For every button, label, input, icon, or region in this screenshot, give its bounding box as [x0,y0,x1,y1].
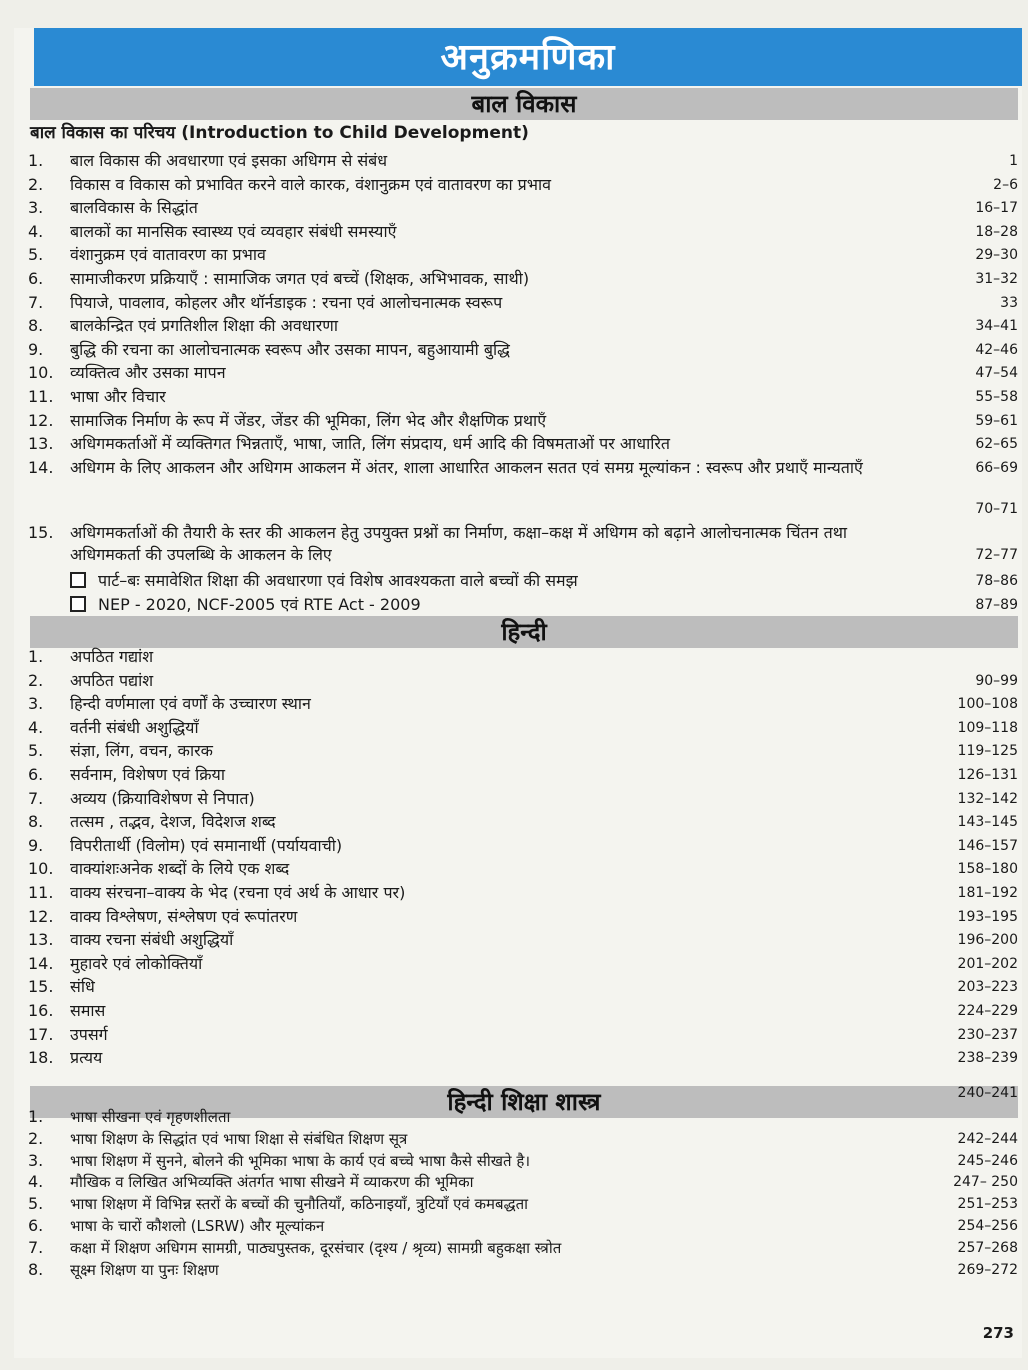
item-number: 12. [28,410,54,430]
page-range: 109–118 [957,719,1018,736]
item-title: भाषा और विचार [70,387,166,406]
list-item [14,1047,1022,1069]
page-range: 18–28 [975,223,1018,240]
item-number: 12. [28,906,54,926]
item-number: 14. [28,953,54,973]
list-item [14,1000,1022,1022]
page-range: 78–86 [975,573,1018,589]
item-number: 1. [28,151,44,170]
item-number: 4. [28,221,44,241]
page-range: 240–241 [957,1085,1018,1101]
item-number: 14. [28,457,54,477]
page-range: 29–30 [975,247,1018,264]
item-number: 15. [28,523,54,542]
page-range: 72–77 [975,547,1018,563]
item-title: प्रत्यय [70,1048,103,1068]
page-range: 201–202 [957,955,1018,972]
item-title: सामाजिक निर्माण के रूप में जेंडर, जेंडर की भूमिका, लिंग भेद और शैक्षणिक प्रथाएँ [70,410,547,430]
list-item [14,457,1022,479]
page-title: अनुक्रमणिका [34,28,1022,86]
page-range: 70–71 [975,501,1018,517]
page-range: 34–41 [975,318,1018,335]
list-item [14,811,1022,833]
item-title-text: पार्ट–बः समावेशित शिक्षा की अवधारणा एवं विशेष आवश्यकता वाले बच्चों की समझ [98,571,578,590]
item-title: तत्सम , तद्भव, देशज, विदेशज शब्द [70,812,276,832]
list-item [14,1150,1022,1172]
page-range: 224–229 [957,1003,1018,1019]
item-title: वाक्यांशःअनेक शब्दों के लिये एक शब्द [70,859,290,879]
page-range: 47–54 [975,365,1018,382]
item-number: 7. [28,788,44,808]
item-number: 1. [28,1107,44,1126]
item-number: 3. [28,694,44,714]
list-item [14,594,1022,616]
item-title: वाक्य विश्लेषण, संश्लेषण एवं रूपांतरण [70,906,298,926]
page-range: 2–6 [993,176,1018,193]
list-item [14,740,1022,762]
item-title: कक्षा में शिक्षण अधिगम सामग्री, पाठ्यपुस्तक, दूरसंचार (दृश्य / श्रृव्य) सामग्री बहुकक्षा स्त्रोत [70,1238,562,1257]
page-range: 55–58 [975,389,1018,405]
page-range: 238–239 [957,1050,1018,1067]
page-range: 242–244 [957,1130,1018,1147]
list-item [14,882,1022,904]
item-title-text: NEP - 2020, NCF-2005 एवं RTE Act - 2009 [98,595,421,614]
item-title: भाषा शिक्षण के सिद्धांत एवं भाषा शिक्षा से संबंधित शिक्षण सूत्र [70,1129,408,1148]
checkbox-icon [70,596,86,612]
list-item [14,1215,1022,1237]
page-range: 257–268 [957,1239,1018,1256]
item-number: 3. [28,1150,44,1170]
item-number: 7. [28,292,44,312]
list-item [14,1106,1022,1128]
list-item [14,764,1022,786]
item-title: भाषा शिक्षण में सुनने, बोलने की भूमिका भाषा के कार्य एवं बच्चे भाषा कैसे सीखते है। [70,1151,531,1170]
list-item [14,386,1022,408]
item-title: वाक्य संरचना–वाक्य के भेद (रचना एवं अर्थ के आधार पर) [70,883,406,902]
item-number: 5. [28,245,44,265]
page-range: 196–200 [957,932,1018,949]
page-range: 245–246 [957,1152,1018,1169]
item-title: अधिगम के लिए आकलन और अधिगम आकलन में अंतर, शाला आधारित आकलन सतत एवं समग्र मूल्यांकन : स्वरूप और प्रथाएँ मान्यताएँ [70,457,863,477]
list-item [14,268,1022,290]
page-range: 203–223 [957,979,1018,996]
item-number: 7. [28,1237,44,1257]
item-title: विपरीतार्थी (विलोम) एवं समानार्थी (पर्यायवाची) [70,835,343,855]
item-number: 5. [28,1194,44,1214]
list-item [14,544,1022,566]
item-title: हिन्दी वर्णमाला एवं वर्णों के उच्चारण स्थान [70,694,311,714]
page-range: 87–89 [975,597,1018,613]
list-item [14,339,1022,361]
item-title: भाषा शिक्षण में विभिन्न स्तरों के बच्चों की चुनौतियाँ, कठिनाइयाँ, त्रुटियाँ एवं कमबद्धता [70,1195,529,1214]
list-item [14,1193,1022,1215]
item-title: सूक्ष्म शिक्षण या पुनः शिक्षण [70,1260,219,1279]
checkbox-icon [70,572,86,588]
page-range: 132–142 [957,790,1018,807]
list-item [14,221,1022,243]
list-item [14,362,1022,384]
list-item [14,953,1022,975]
item-number: 8. [28,812,44,832]
page-range: 31–32 [975,271,1018,287]
page-range: 16–17 [975,200,1018,217]
page-range: 66–69 [975,459,1018,476]
item-number: 13. [28,930,54,950]
section-subheading: बाल विकास का परिचय (Introduction to Child Development) [30,123,529,143]
item-number: 13. [28,434,54,454]
list-item [14,1082,1022,1104]
item-title: अधिगमकर्ताओं की तैयारी के स्तर की आकलन हेतु उपयुक्त प्रश्नों का निर्माण, कक्षा–कक्ष में अधिगम को बढ़ाने आलोचनात्मक चिंतन तथा [70,523,848,542]
item-number: 11. [28,883,54,902]
page-range: 119–125 [957,743,1018,760]
item-number: 16. [28,1001,54,1020]
item-title [70,570,578,592]
list-item [14,1259,1022,1281]
item-title: अधिगमकर्ता की उपलब्धि के आकलन के लिए [70,545,332,564]
page-range: 42–46 [975,341,1018,358]
list-item [14,244,1022,266]
list-item [14,522,1022,544]
list-item [14,570,1022,592]
contents-page [14,28,1022,1358]
item-number: 6. [28,765,44,784]
list-item [14,693,1022,715]
item-number: 6. [28,269,44,288]
list-item [14,788,1022,810]
page-range: 126–131 [957,767,1018,783]
page-range: 143–145 [957,814,1018,831]
list-item [14,315,1022,337]
page-range: 90–99 [975,672,1018,689]
item-number: 2. [28,1128,44,1148]
item-title: मौखिक व लिखित अभिव्यक्ति अंतर्गत भाषा सीखने में व्याकरण की भूमिका [70,1173,474,1192]
item-title: भाषा के चारों कौशलो (LSRW) और मूल्यांकन [70,1217,325,1235]
item-number: 2. [28,670,44,690]
item-title: समास [70,1001,106,1020]
list-item [14,906,1022,928]
item-title: बालविकास के सिद्धांत [70,198,198,218]
list-item [14,929,1022,951]
page-number: 273 [982,1324,1014,1342]
list-item [14,174,1022,196]
page-range: 146–157 [957,837,1018,854]
section-heading-hindi: हिन्दी [30,616,1018,648]
page-range: 62–65 [975,436,1018,453]
item-title: अव्यय (क्रियाविशेषण से निपात) [70,788,255,808]
item-number: 3. [28,198,44,218]
page-range: 269–272 [957,1261,1018,1278]
page-range: 193–195 [957,908,1018,925]
item-number: 4. [28,717,44,737]
page-range: 33 [1000,294,1018,311]
page-range: 158–180 [957,861,1018,878]
item-title: बुद्धि की रचना का आलोचनात्मक स्वरूप और उसका मापन, बहुआयामी बुद्धि [70,339,510,359]
item-title: मुहावरे एवं लोकोक्तियाँ [70,953,203,973]
item-number: 9. [28,835,44,855]
item-number: 4. [28,1172,44,1192]
list-item [14,670,1022,692]
section-heading-child-development: बाल विकास [30,88,1018,120]
item-title: वाक्य रचना संबंधी अशुद्धियाँ [70,930,234,950]
list-item [14,835,1022,857]
item-title: वर्तनी संबंधी अशुद्धियाँ [70,717,199,737]
page-range: 254–256 [957,1218,1018,1234]
item-title: पियाजे, पावलाव, कोहलर और थॉर्नडाइक : रचना एवं आलोचनात्मक स्वरूप [70,292,503,312]
item-number: 5. [28,741,44,761]
list-item [14,498,1022,520]
item-title [70,594,421,616]
item-number: 9. [28,339,44,359]
section-heading-hindi-pedagogy: हिन्दी शिक्षा शास्त्र [30,1086,1018,1118]
item-title: भाषा सीखना एवं गृहणशीलता [70,1108,231,1126]
item-title: उपसर्ग [70,1024,108,1044]
list-item [14,976,1022,998]
item-title: संज्ञा, लिंग, वचन, कारक [70,741,213,761]
item-number: 6. [28,1216,44,1235]
item-title: सर्वनाम, विशेषण एवं क्रिया [70,765,225,784]
list-item [14,292,1022,314]
item-number: 2. [28,174,44,194]
item-title: अधिगमकर्ताओं में व्यक्तिगत भिन्नताएँ, भाषा, जाति, लिंग संप्रदाय, धर्म आदि की विषमताओं पर आधारित [70,434,671,454]
list-item [14,150,1022,172]
list-item [14,858,1022,880]
item-title: विकास व विकास को प्रभावित करने वाले कारक, वंशानुक्रम एवं वातावरण का प्रभाव [70,174,552,194]
list-item [14,433,1022,455]
item-number: 8. [28,1259,44,1279]
page-range: 251–253 [957,1196,1018,1213]
list-item [14,717,1022,739]
item-title: अपठित पद्यांश [70,670,154,690]
item-number: 10. [28,859,54,879]
page-range: 181–192 [957,885,1018,901]
item-number: 15. [28,977,54,997]
list-item [14,1024,1022,1046]
item-title: बालकेन्द्रित एवं प्रगतिशील शिक्षा की अवधारणा [70,316,338,336]
item-title: व्यक्तित्व और उसका मापन [70,363,226,383]
list-item [14,197,1022,219]
item-title: बालकों का मानसिक स्वास्थ्य एवं व्यवहार संबंधी समस्याएँ [70,221,397,241]
item-number: 17. [28,1024,54,1044]
list-item [14,1237,1022,1259]
page-range: 230–237 [957,1026,1018,1043]
item-number: 10. [28,363,54,383]
page-range: 59–61 [975,412,1018,429]
item-title: अपठित गद्यांश [70,647,154,666]
list-item [14,1171,1022,1193]
page-range: 100–108 [957,696,1018,713]
item-title: वंशानुक्रम एवं वातावरण का प्रभाव [70,245,266,265]
list-item [14,646,1022,668]
list-item [14,1128,1022,1150]
page-range: 247– 250 [953,1174,1018,1191]
item-number: 18. [28,1048,54,1068]
page-range: 1 [1009,153,1018,169]
item-title: बाल विकास की अवधारणा एवं इसका अधिगम से संबंध [70,151,388,170]
item-title: संधि [70,977,95,997]
item-number: 11. [28,387,54,406]
item-number: 1. [28,647,44,666]
item-number: 8. [28,316,44,336]
list-item [14,410,1022,432]
item-title: सामाजीकरण प्रक्रियाएँ : सामाजिक जगत एवं बच्चें (शिक्षक, अभिभावक, साथी) [70,269,530,288]
